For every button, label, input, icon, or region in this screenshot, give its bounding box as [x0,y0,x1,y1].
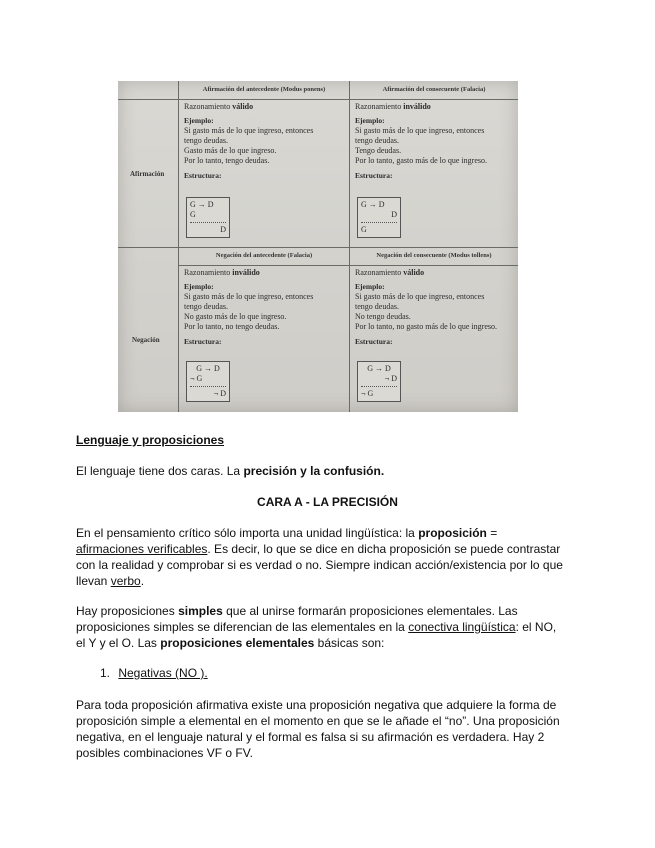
table-cell: Razonamiento inválido Ejemplo: Si gasto más de lo que ingreso, entonces tengo deudas. No gasto más de lo que ingreso. Por lo tanto, no tengo deudas. Estructura: [184,268,314,346]
paragraph: Para toda proposición afirmativa existe una proposición negativa que adquiere la forma de proposición simple a elemental en el momento en que se le añade el “no”. Una proposición negativa, en el lenguaje natural y el formal es falsa si su afirmación es verdadera. Hay 2 posibles combinaciones VF o FV. [76,698,560,760]
table-divider [118,99,518,100]
list-item: 1. Negativas (NO ). [100,666,208,680]
textbook-table-photo [118,81,518,412]
row-label: Afirmación [130,170,165,178]
table-cell: Razonamiento inválido Ejemplo: Si gasto más de lo que ingreso, entonces tengo deudas. Tengo deudas. Por lo tanto, gasto más de lo que ingreso. Estructura: [355,102,487,180]
logic-structure-box: G → D ¬ D ¬ G [357,361,401,402]
table-divider [178,265,518,266]
table-cell: Razonamiento válido Ejemplo: Si gasto más de lo que ingreso, entonces tengo deudas. No tengo deudas. Por lo tanto, no gasto más de lo que ingreso. Estructura: [355,268,497,346]
column-header: Afirmación del antecedente (Modus ponens) [202,86,326,93]
table-cell: Razonamiento válido Ejemplo: Si gasto más de lo que ingreso, entonces tengo deudas. Gasto más de lo que ingreso. Por lo tanto, tengo deudas. Estructura: [184,102,314,180]
logic-structure-box: G → D D G [357,197,401,238]
page-title: CARA A - LA PRECISIÓN [257,495,398,509]
column-header: Negación del antecedente (Falacia) [215,252,313,259]
section-heading: Lenguaje y proposiciones [76,433,225,447]
logic-structure-box: G → D ¬ G ¬ D [186,361,230,402]
paragraph: Hay proposiciones simples que al unirse formarán proposiciones elementales. Las proposiciones simples se diferencian de las elementales en la conectiva lingüística: el NO, el Y y el O. Las proposiciones elementales básicas son: [76,604,557,650]
logic-structure-box: G → D G D [186,197,230,238]
table-divider [118,247,518,248]
paragraph: En el pensamiento crítico sólo importa una unidad lingüística: la proposición = afirmaciones verificables. Es decir, lo que se dice en dicha proposición se puede contrastar con la realidad y comprobar si es verdad o no. Siempre indican acción/existencia por lo que llevan verbo. [76,526,563,588]
row-label: Negación [132,336,160,344]
column-header: Afirmación del consecuente (Falacia) [382,86,486,93]
column-header: Negación del consecuente (Modus tollens) [376,252,492,259]
paragraph: El lenguaje tiene dos caras. La precisión y la confusión. [76,464,385,478]
